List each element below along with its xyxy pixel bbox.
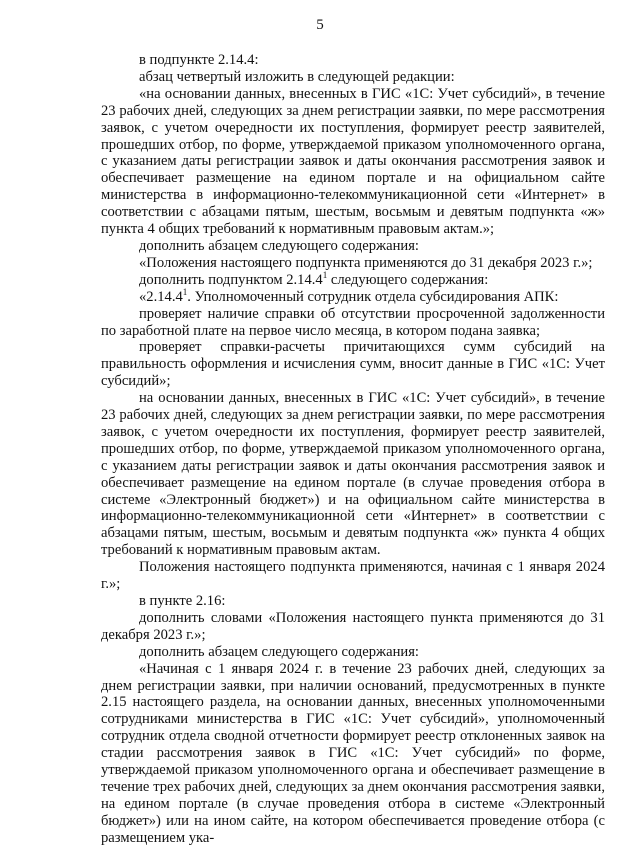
paragraph: абзац четвертый изложить в следующей редакции: bbox=[139, 68, 455, 85]
paragraph: Положения настоящего подпункта применяются, начиная с 1 января 2024 г.»; bbox=[101, 559, 605, 593]
page-number: 5 bbox=[316, 17, 324, 33]
paragraph: «на основании данных, внесенных в ГИС «1С: Учет субсидий», в течение 23 рабочих дней, следующих за днем регистрации заявки, по мере рассмотрения заявок, с учетом очередности их поступления, формирует реестр заявителей, прошедших отбор, по форме, утверждаемой приказом уполномоченного органа, с указанием даты регистрации заявок и даты окончания рассмотрения заявок и обеспечивает размещение на едином портале и на официальном сайте министерства в информационно-телекоммуникационной сети «Интернет» в соответствии с абзацами пятым, шестым, восьмым и девятым подпункта «ж» пункта 4 общих требований к нормативным правовым актам.»; bbox=[101, 85, 605, 238]
superscript: 1 bbox=[322, 269, 328, 280]
paragraph: в подпункте 2.14.4: bbox=[139, 52, 259, 68]
paragraph: дополнить словами «Положения настоящего пункта применяются до 31 декабря 2023 г.»; bbox=[101, 609, 605, 643]
document-body bbox=[101, 52, 605, 847]
paragraph: проверяет наличие справки об отсутствии просроченной задолженности по заработной плате на первое число месяца, в котором подана заявка; bbox=[101, 305, 605, 339]
paragraph: «Начиная с 1 января 2024 г. в течение 23 рабочих дней, следующих за днем регистрации заявки, при наличии оснований, предусмотренных в пункте 2.15 настоящего раздела, на основании данных, внесенных уполномоченными сотрудниками министерства в ГИС «1С: Учет субсидий», уполномоченный сотрудник отдела сводной отчетности формирует реестр отклоненных заявок на стадии рассмотрения заявок в ГИС «1С: Учет субсидий» по форме, утверждаемой приказом уполномоченного органа и обеспечивает размещение в течение трех рабочих дней, следующих за днем окончания рассмотрения заявки, на едином портале (в случае проведения отбора в системе «Электронный бюджет») или на ином сайте, на котором обеспечивается проведение отбора (с размещением ука- bbox=[101, 660, 605, 846]
paragraph: на основании данных, внесенных в ГИС «1С: Учет субсидий», в течение 23 рабочих дней, следующих за днем регистрации заявки, по мере рассмотрения заявок, с учетом очередности их поступления, формирует реестр заявителей, прошедших отбор, по форме, утверждаемой приказом уполномоченного органа, с указанием даты регистрации заявок и даты окончания рассмотрения заявок и обеспечивает размещение на едином портале (в случае проведения отбора в системе «Электронный бюджет») и на официальном сайте министерства в информационно-телекоммуникационной сети «Интернет» в соответствии с абзацами пятым, шестым, восьмым и девятым подпункта «ж» пункта 4 общих требований к нормативным правовым актам. bbox=[101, 390, 605, 559]
paragraph: в пункте 2.16: bbox=[139, 593, 226, 609]
paragraph: проверяет справки-расчеты причитающихся сумм субсидий на правильность оформления и исчисления сумм, вносит данные в ГИС «1С: Учет субсидий»; bbox=[101, 339, 605, 390]
paragraph: дополнить абзацем следующего содержания: bbox=[139, 643, 419, 660]
paragraph: дополнить подпунктом 2.14.4$^1$ следующего содержания: bbox=[139, 269, 489, 288]
paragraph: дополнить абзацем следующего содержания: bbox=[139, 237, 419, 254]
paragraph: «Положения настоящего подпункта применяются до 31 декабря 2023 г.»; bbox=[139, 254, 593, 271]
superscript: 1 bbox=[182, 286, 188, 297]
paragraph: «2.14.4$^1$. Уполномоченный сотрудник отдела субсидирования АПК: bbox=[139, 286, 559, 305]
